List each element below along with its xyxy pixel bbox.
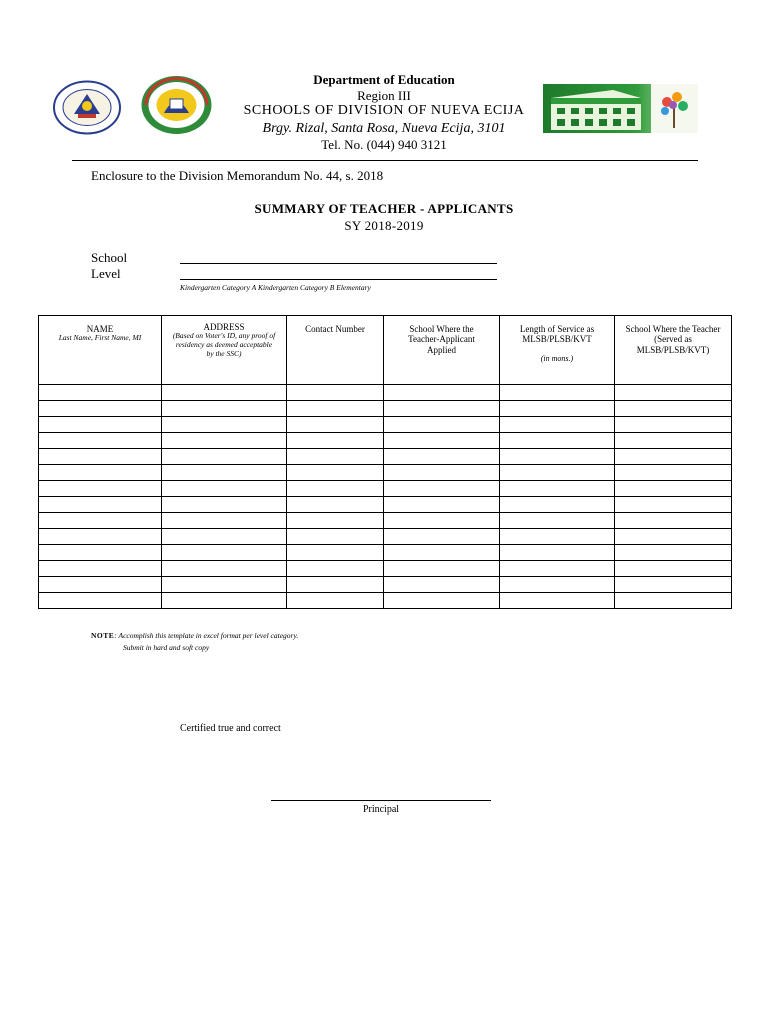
- certification-text: Certified true and correct: [180, 723, 281, 734]
- table-cell[interactable]: [500, 561, 615, 577]
- table-row: [39, 417, 732, 433]
- column-sublabel: Last Name, First Name, MI: [58, 333, 142, 343]
- table-cell[interactable]: [384, 545, 500, 561]
- table-cell[interactable]: [287, 401, 384, 417]
- table-row: [39, 529, 732, 545]
- note-line-2: Submit in hard and soft copy: [123, 643, 210, 652]
- column-label: School Where the Teacher-Applicant Applied: [408, 324, 475, 355]
- table-cell[interactable]: [39, 561, 162, 577]
- page-title: SUMMARY OF TEACHER - APPLICANTS: [254, 201, 514, 216]
- table-cell[interactable]: [500, 545, 615, 561]
- table-cell[interactable]: [162, 561, 287, 577]
- level-field-line[interactable]: [180, 279, 497, 280]
- signatory-title: Principal: [362, 804, 400, 815]
- table-cell[interactable]: [162, 593, 287, 609]
- table-cell[interactable]: [615, 593, 732, 609]
- column-header-address: [162, 316, 287, 385]
- table-cell[interactable]: [500, 529, 615, 545]
- column-header-contact: [287, 316, 384, 385]
- table-cell[interactable]: [162, 513, 287, 529]
- note-text: : Accomplish this template in excel format per level category.: [114, 631, 299, 640]
- table-cell[interactable]: [384, 481, 500, 497]
- table-cell[interactable]: [500, 497, 615, 513]
- table-row: [39, 481, 732, 497]
- table-cell[interactable]: [39, 481, 162, 497]
- table-cell[interactable]: [615, 529, 732, 545]
- table-cell[interactable]: [500, 385, 615, 401]
- table-cell[interactable]: [162, 481, 287, 497]
- enclosure-reference: Enclosure to the Division Memorandum No. 44, s. 2018: [91, 168, 384, 183]
- table-row: [39, 513, 732, 529]
- table-cell[interactable]: [615, 385, 732, 401]
- table-cell[interactable]: [615, 497, 732, 513]
- table-cell[interactable]: [500, 449, 615, 465]
- table-cell[interactable]: [615, 513, 732, 529]
- table-row: [39, 577, 732, 593]
- table-row: [39, 385, 732, 401]
- table-cell[interactable]: [384, 385, 500, 401]
- table-cell[interactable]: [615, 545, 732, 561]
- table-row: [39, 401, 732, 417]
- column-header-name: [39, 316, 162, 385]
- table-cell[interactable]: [384, 401, 500, 417]
- table-cell[interactable]: [615, 417, 732, 433]
- department-name: Department of Education: [313, 72, 455, 87]
- table-cell[interactable]: [500, 593, 615, 609]
- header-divider: [72, 160, 698, 161]
- table-row: [39, 545, 732, 561]
- table-row: [39, 561, 732, 577]
- table-cell[interactable]: [384, 529, 500, 545]
- table-cell[interactable]: [287, 417, 384, 433]
- table-cell[interactable]: [162, 385, 287, 401]
- table-cell[interactable]: [287, 449, 384, 465]
- table-row: [39, 449, 732, 465]
- note-line-1: [91, 631, 298, 640]
- region-name: Region III: [357, 88, 411, 103]
- column-header-length-of-service: [500, 316, 615, 385]
- table-cell[interactable]: [615, 401, 732, 417]
- table-cell[interactable]: [500, 465, 615, 481]
- table-cell[interactable]: [287, 545, 384, 561]
- table-cell[interactable]: [39, 545, 162, 561]
- table-cell[interactable]: [162, 577, 287, 593]
- table-cell[interactable]: [500, 577, 615, 593]
- table-cell[interactable]: [287, 513, 384, 529]
- table-cell[interactable]: [287, 497, 384, 513]
- table-cell[interactable]: [287, 577, 384, 593]
- column-sublabel: (Based on Voter's ID, any proof of residency as deemed acceptable by the SSC): [172, 331, 276, 358]
- table-cell[interactable]: [384, 449, 500, 465]
- table-cell[interactable]: [162, 465, 287, 481]
- column-label: ADDRESS: [203, 322, 245, 332]
- table-cell[interactable]: [287, 529, 384, 545]
- column-sublabel: (in mons.): [540, 353, 574, 363]
- table-cell[interactable]: [39, 593, 162, 609]
- table-cell[interactable]: [39, 385, 162, 401]
- table-cell[interactable]: [500, 513, 615, 529]
- table-cell[interactable]: [287, 561, 384, 577]
- table-cell[interactable]: [384, 577, 500, 593]
- table-cell[interactable]: [162, 529, 287, 545]
- table-cell[interactable]: [39, 417, 162, 433]
- column-header-school-served: [615, 316, 732, 385]
- table-cell[interactable]: [162, 449, 287, 465]
- table-row: [39, 433, 732, 449]
- column-label: NAME: [86, 324, 114, 334]
- table-cell[interactable]: [162, 417, 287, 433]
- table-cell[interactable]: [615, 481, 732, 497]
- division-name: SCHOOLS OF DIVISION OF NUEVA ECIJA: [243, 103, 525, 118]
- table-cell[interactable]: [162, 401, 287, 417]
- table-cell[interactable]: [162, 545, 287, 561]
- table-row: [39, 497, 732, 513]
- table-cell[interactable]: [162, 497, 287, 513]
- table-cell[interactable]: [39, 577, 162, 593]
- table-cell[interactable]: [39, 497, 162, 513]
- table-cell[interactable]: [384, 513, 500, 529]
- table-cell[interactable]: [39, 529, 162, 545]
- school-year: SY 2018-2019: [344, 218, 424, 233]
- school-label: School: [91, 250, 128, 265]
- table-cell[interactable]: [615, 577, 732, 593]
- table-cell[interactable]: [39, 465, 162, 481]
- column-header-school-applied: [384, 316, 500, 385]
- table-cell[interactable]: [287, 481, 384, 497]
- table-cell[interactable]: [615, 465, 732, 481]
- table-cell[interactable]: [287, 465, 384, 481]
- table-cell[interactable]: [615, 561, 732, 577]
- table-cell[interactable]: [500, 401, 615, 417]
- telephone-number: Tel. No. (044) 940 3121: [321, 137, 447, 152]
- applicants-table: [38, 315, 732, 609]
- table-row: [39, 593, 732, 609]
- table-cell[interactable]: [39, 449, 162, 465]
- table-cell[interactable]: [39, 401, 162, 417]
- table-cell[interactable]: [384, 433, 500, 449]
- table-cell[interactable]: [384, 593, 500, 609]
- table-cell[interactable]: [384, 497, 500, 513]
- level-label: Level: [91, 266, 121, 281]
- table-cell[interactable]: [500, 481, 615, 497]
- column-label: School Where the Teacher (Served as MLSB/PLSB/KVT): [625, 324, 721, 355]
- table-cell[interactable]: [384, 417, 500, 433]
- table-cell[interactable]: [39, 513, 162, 529]
- table-cell[interactable]: [287, 385, 384, 401]
- table-header-row: [39, 316, 732, 385]
- table-cell[interactable]: [615, 433, 732, 449]
- table-cell[interactable]: [384, 561, 500, 577]
- table-cell[interactable]: [162, 433, 287, 449]
- table-cell[interactable]: [287, 593, 384, 609]
- division-address: Brgy. Rizal, Santa Rosa, Nueva Ecija, 3101: [262, 121, 506, 136]
- table-row: [39, 465, 732, 481]
- level-categories: Kindergarten Category A Kindergarten Category B Elementary: [180, 283, 371, 292]
- table-cell[interactable]: [287, 433, 384, 449]
- signature-line[interactable]: [271, 800, 491, 801]
- table-cell[interactable]: [500, 433, 615, 449]
- column-label: Contact Number: [305, 324, 365, 334]
- table-cell[interactable]: [39, 433, 162, 449]
- table-cell[interactable]: [615, 449, 732, 465]
- table-cell[interactable]: [500, 417, 615, 433]
- table-cell[interactable]: [384, 465, 500, 481]
- note-label: NOTE: [91, 631, 115, 640]
- column-label: Length of Service as MLSB/PLSB/KVT: [519, 324, 595, 345]
- school-field-line[interactable]: [180, 263, 497, 264]
